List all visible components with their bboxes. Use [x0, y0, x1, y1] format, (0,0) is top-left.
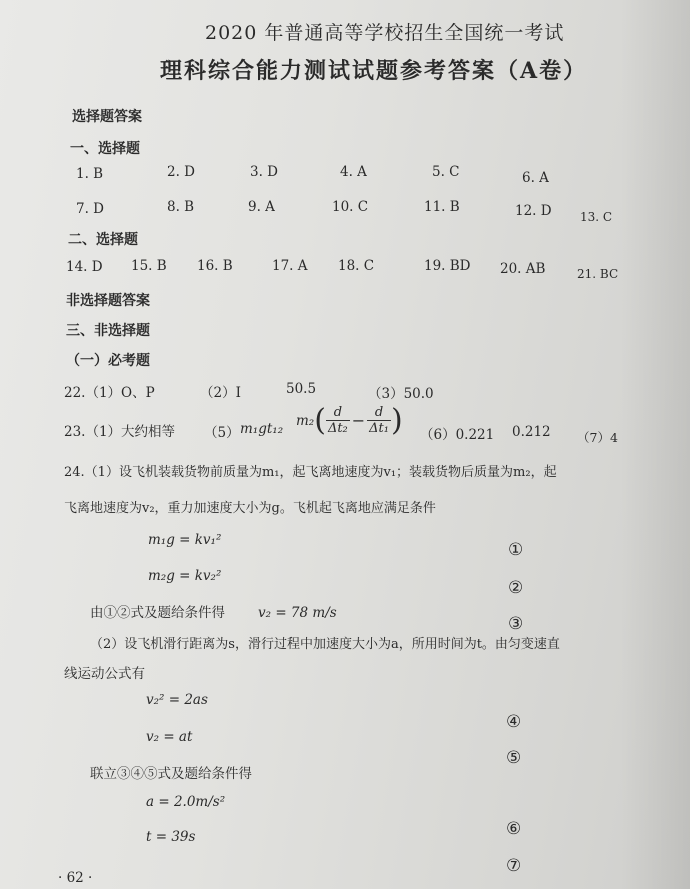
section-part2: 二、选择题: [68, 232, 138, 248]
q22-part3: （3）50.0: [368, 386, 434, 402]
answer-20: 20. AB: [500, 261, 546, 277]
answer-18: 18. C: [338, 258, 375, 274]
q24-eq1: m₁g = kv₁²: [148, 532, 222, 548]
answer-8: 8. B: [167, 199, 195, 215]
answer-10: 10. C: [332, 199, 369, 215]
q24-eq4: v₂² = 2as: [146, 692, 208, 708]
section-nonchoice-answers: 非选择题答案: [66, 293, 150, 309]
q24-eq5: v₂ = at: [146, 729, 193, 745]
q23-m2: m₂: [296, 413, 315, 429]
q22-part1: 22.（1）O、P: [64, 385, 155, 401]
page-number: · 62 ·: [58, 870, 93, 886]
q24-eq6: a = 2.0m/s²: [146, 794, 226, 810]
q23-value212: 0.212: [512, 424, 551, 440]
q24-combine: 联立③④⑤式及题给条件得: [90, 766, 252, 782]
q23-part6: （6）0.221: [420, 427, 495, 443]
answer-19: 19. BD: [424, 258, 471, 274]
answer-7: 7. D: [76, 201, 104, 217]
mark-1: ①: [508, 540, 524, 560]
q24-line2: 飞离地速度为v₂，重力加速度大小为g。飞机起飞离地应满足条件: [64, 501, 436, 516]
q24-line4: 线运动公式有: [64, 666, 145, 682]
q24-line3: （2）设飞机滑行距离为s，滑行过程中加速度大小为a，所用时间为t。由匀变速直: [90, 637, 560, 652]
mark-2: ②: [508, 578, 524, 598]
section-part1: 一、选择题: [70, 141, 140, 157]
answer-17: 17. A: [272, 258, 308, 274]
mark-5: ⑤: [506, 748, 522, 768]
answer-1: 1. B: [76, 166, 104, 182]
q24-eq7: t = 39s: [146, 829, 196, 845]
fraction-d-dt2: $\frac{d}{\text{Δt₂}}$: [327, 405, 348, 436]
q24-line1: 24.（1）设飞机装载货物前质量为m₁，起飞离地速度为v₁；装载货物后质量为m₂，起: [64, 465, 557, 480]
section-required: （一）必考题: [66, 353, 150, 369]
q23-part5-label: （5）: [204, 425, 240, 441]
answer-3: 3. D: [250, 164, 278, 180]
section-part3: 三、非选择题: [66, 323, 150, 339]
answer-6: 6. A: [522, 170, 549, 186]
exam-title: 2020 年普通高等学校招生全国统一考试: [205, 22, 565, 44]
answer-14: 14. D: [66, 259, 103, 275]
q23-expr5: m₁gt₁₂: [240, 421, 284, 437]
q23-part7: （7）4: [577, 430, 618, 445]
answer-13: 13. C: [580, 210, 613, 224]
answer-2: 2. D: [167, 164, 195, 180]
answer-16: 16. B: [197, 258, 233, 274]
page-shadow: [620, 0, 690, 889]
section-choice-answers: 选择题答案: [72, 109, 142, 125]
q22-value: 50.5: [286, 381, 317, 397]
q23-expression: m₂( $\frac{d}{\text{Δt₂}}$ − $\frac{d}{\text{Δt₁}}$ ): [296, 403, 403, 438]
answer-key-title: 理科综合能力测试试题参考答案（A卷）: [160, 58, 588, 84]
mark-4: ④: [506, 712, 522, 732]
answer-11: 11. B: [424, 199, 460, 215]
q24-eq2: m₂g = kv₂²: [148, 568, 222, 584]
q22-part2: （2）I: [200, 385, 241, 401]
answer-4: 4. A: [340, 164, 367, 180]
fraction-d-dt1: $\frac{d}{\text{Δt₁}}$: [369, 405, 389, 436]
answer-15: 15. B: [131, 258, 167, 274]
mark-3: ③: [508, 614, 524, 634]
answer-21: 21. BC: [577, 267, 619, 281]
mark-7: ⑦: [506, 856, 522, 876]
answer-12: 12. D: [515, 203, 552, 219]
q24-from: 由①②式及题给条件得: [90, 605, 225, 621]
answer-5: 5. C: [432, 164, 460, 180]
mark-6: ⑥: [506, 819, 522, 839]
answer-9: 9. A: [248, 199, 275, 215]
q24-result1: v₂ = 78 m/s: [258, 605, 337, 621]
q23-part1: 23.（1）大约相等: [64, 424, 176, 440]
